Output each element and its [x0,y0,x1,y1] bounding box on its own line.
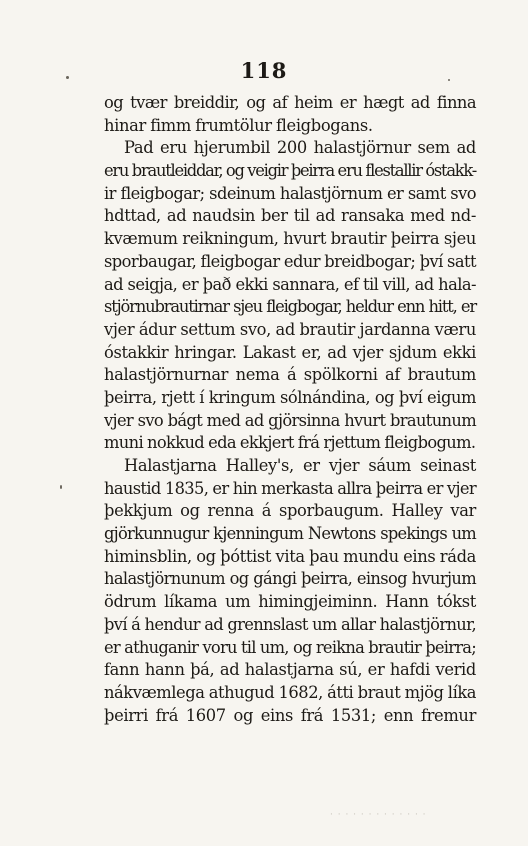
text-line: vjer svo bágt med ad gjörsinna hvurt brautunum [104,410,476,430]
scan-speck [60,485,62,489]
text-line: ad seigja, er það ekki sannara, ef til vill, ad hala- [104,274,476,294]
text-line: ir fleigbogar; sdeinum halastjörnum er samt svo [104,183,476,203]
text-line: þeirra, rjett í kringum sólnándina, og því eigum [104,387,476,407]
text-line: haustid 1835, er hin merkasta allra þeirra er vjer [104,478,476,498]
text-line: óstakkir hringar. Lakast er, ad vjer sjdum ekki [104,342,476,362]
text-line: kvæmum reikningum, hvurt brautir þeirra sjeu [104,229,476,249]
text-line: Halastjarna Halley's, er vjer sáum seinast [124,456,476,475]
text-line: Pad eru hjerumbil 200 halastjörnur sem ad [124,138,476,158]
text-line: nákvæmlega athugud 1682, átti braut mjög líka [104,682,476,702]
text-line: og tvær breiddir, og af heim er hægt ad finna [104,93,476,112]
text-line: vjer ádur settum svo, ad brautir jardanna væru [104,319,476,339]
text-line: ödrum líkama um himingjeiminn. Hann tókst [104,592,476,612]
text-line: eru brautleiddar, og veigir þeirra eru flestallir óstakk- [104,161,476,181]
text-line: hdttad, ad naudsin ber til ad ransaka med nd- [104,206,476,226]
text-line: hinar fimm frumtölur fleigbogans. [104,115,373,135]
text-line: er athuganir voru til um, og reikna brautir þeirra; [104,637,476,657]
text-line: halastjörnunum og gángi þeirra, einsog hvurjum [104,569,476,589]
text-line: því á hendur ad grennslast um allar halastjörnur, [104,614,476,634]
text-line: muni nokkud eda ekkjert frá rjettum fleigbogum. [104,433,476,453]
page-number: 118 [240,58,288,83]
text-line: þeirri frá 1607 og eins frá 1531; enn fremur [104,705,476,725]
text-line: þekkjum og renna á sporbaugum. Halley var [104,501,476,521]
text-line: himinsblin, og þóttist vita þau mundu eins ráda [104,546,476,566]
text-line: halastjörnurnar nema á spölkorni af brautum [104,365,476,385]
scan-speck [448,79,450,81]
body-text [104,92,476,727]
library-stamp: · · · · · · · · · · · · · [330,810,427,820]
text-line: gjörkunnugur kjenningum Newtons spekings um [104,524,476,544]
text-line: fann hann þá, ad halastjarna sú, er hafdi verid [104,660,476,680]
text-line: stjörnubrautirnar sjeu fleigbogar, heldur enn hitt, er [104,297,476,317]
text-line: sporbaugar, fleigbogar edur breidbogar; því satt [104,251,476,271]
scan-speck [66,76,69,79]
